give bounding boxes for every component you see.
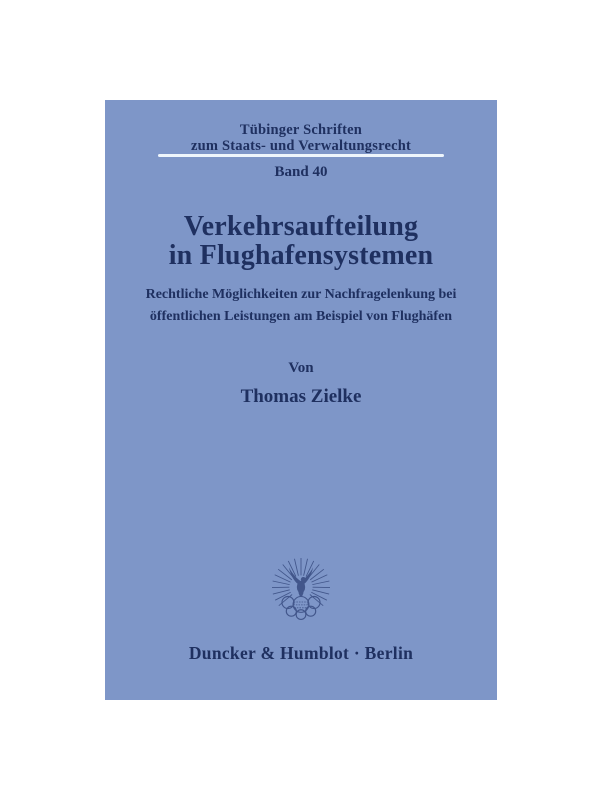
book-title (105, 212, 497, 270)
book-title-line1: Verkehrsaufteilung (183, 211, 419, 242)
byline: Von (288, 360, 314, 376)
book-title-line2: in Flughafensystemen (168, 240, 434, 271)
volume-number: Band 40 (274, 164, 328, 180)
book-cover (105, 100, 497, 700)
book-subtitle-line1: Rechtliche Möglichkeiten zur Nachfragelenkung bei (145, 287, 457, 302)
book-subtitle-line2: öffentlichen Leistungen am Beispiel von Flughäfen (149, 309, 453, 324)
duncker-humblot-bird-emblem-icon (272, 555, 330, 621)
author-name: Thomas Zielke (240, 386, 362, 407)
book-subtitle (113, 284, 489, 328)
publisher-imprint: Duncker & Humblot · Berlin (188, 643, 414, 663)
series-title-line1: Tübinger Schriften (239, 122, 363, 138)
series-title-line2: zum Staats- und Verwaltungsrecht (190, 138, 412, 154)
series-title (105, 122, 497, 154)
series-divider-line (158, 154, 444, 157)
